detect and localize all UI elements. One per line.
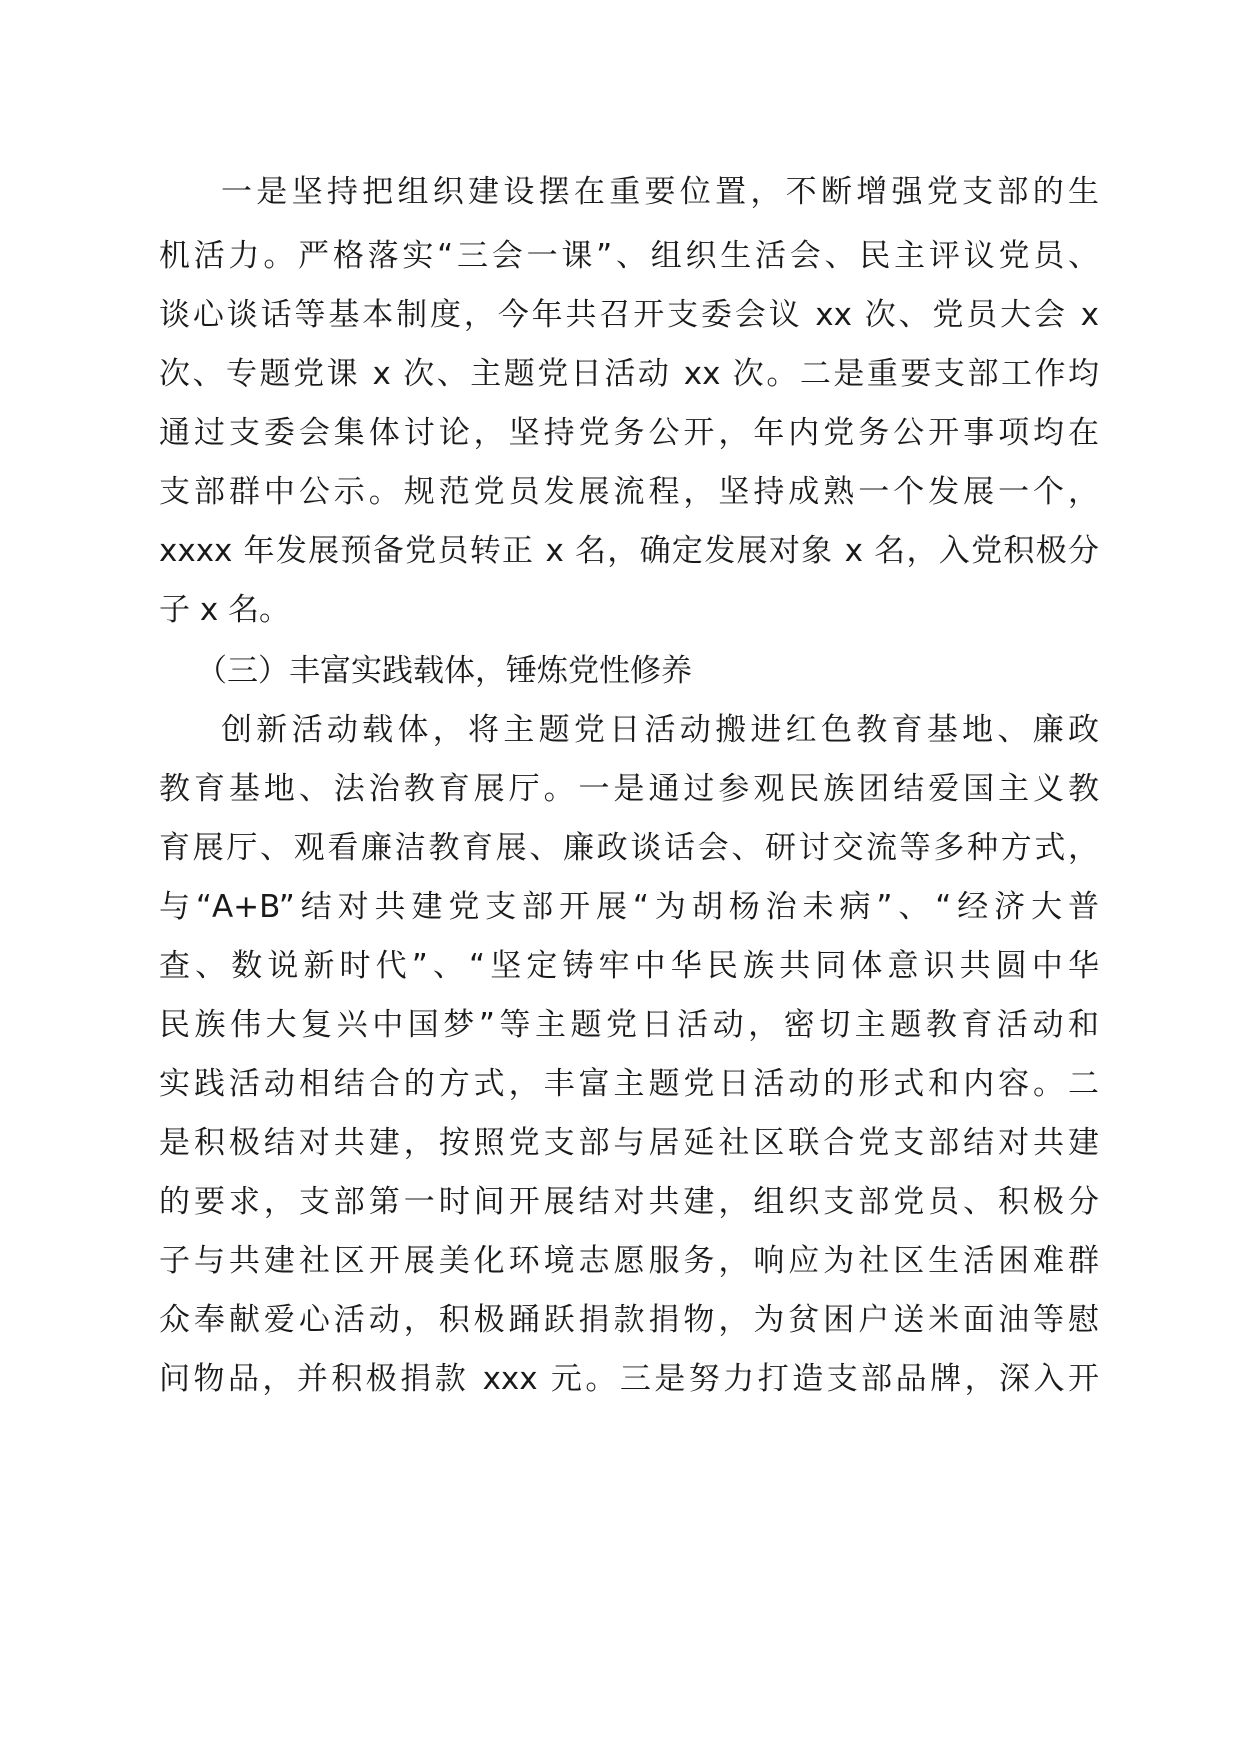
paragraph-line: 教育基地、法治教育展厅。一是通过参观民族团结爱国主义教 [159,771,1099,807]
paragraph-line: 通过支委会集体讨论，坚持党务公开，年内党务公开事项均在 [159,415,1099,451]
paragraph-line: 实践活动相结合的方式，丰富主题党日活动的形式和内容。二 [159,1066,1099,1102]
paragraph-line: 的要求，支部第一时间开展结对共建，组织支部党员、积极分 [159,1184,1099,1220]
paragraph-line: 一是坚持把组织建设摆在重要位置，不断增强党支部的生 [221,174,1099,210]
paragraph-line: 机活力。严格落实“三会一课”、组织生活会、民主评议党员、 [159,238,1099,274]
paragraph-line: 民族伟大复兴中国梦”等主题党日活动，密切主题教育活动和 [159,1007,1099,1043]
section-heading: （三）丰富实践载体，锤炼党性修养 [196,653,692,689]
paragraph-line: 与“A+B”结对共建党支部开展“为胡杨治未病”、“经济大普 [159,889,1099,925]
paragraph-line: 子与共建社区开展美化环境志愿服务，响应为社区生活困难群 [159,1243,1099,1279]
paragraph-line: 支部群中公示。规范党员发展流程，坚持成熟一个发展一个， [159,474,1099,510]
paragraph-line: 查、数说新时代”、“坚定铸牢中华民族共同体意识共圆中华 [159,948,1099,984]
paragraph-line: xxxx 年发展预备党员转正 x 名，确定发展对象 x 名，入党积极分 [159,533,1099,569]
paragraph-line: 子 x 名。 [159,592,291,628]
paragraph-line: 谈心谈话等基本制度，今年共召开支委会议 xx 次、党员大会 x [159,297,1099,333]
paragraph-line: 是积极结对共建，按照党支部与居延社区联合党支部结对共建 [159,1125,1099,1161]
paragraph-line: 育展厅、观看廉洁教育展、廉政谈话会、研讨交流等多种方式， [159,830,1099,866]
paragraph-line: 众奉献爱心活动，积极踊跃捐款捐物，为贫困户送米面油等慰 [159,1302,1099,1338]
paragraph-line: 问物品，并积极捐款 xxx 元。三是努力打造支部品牌，深入开 [159,1361,1099,1397]
paragraph-line: 创新活动载体，将主题党日活动搬进红色教育基地、廉政 [221,712,1099,748]
paragraph-line: 次、专题党课 x 次、主题党日活动 xx 次。二是重要支部工作均 [159,356,1099,392]
